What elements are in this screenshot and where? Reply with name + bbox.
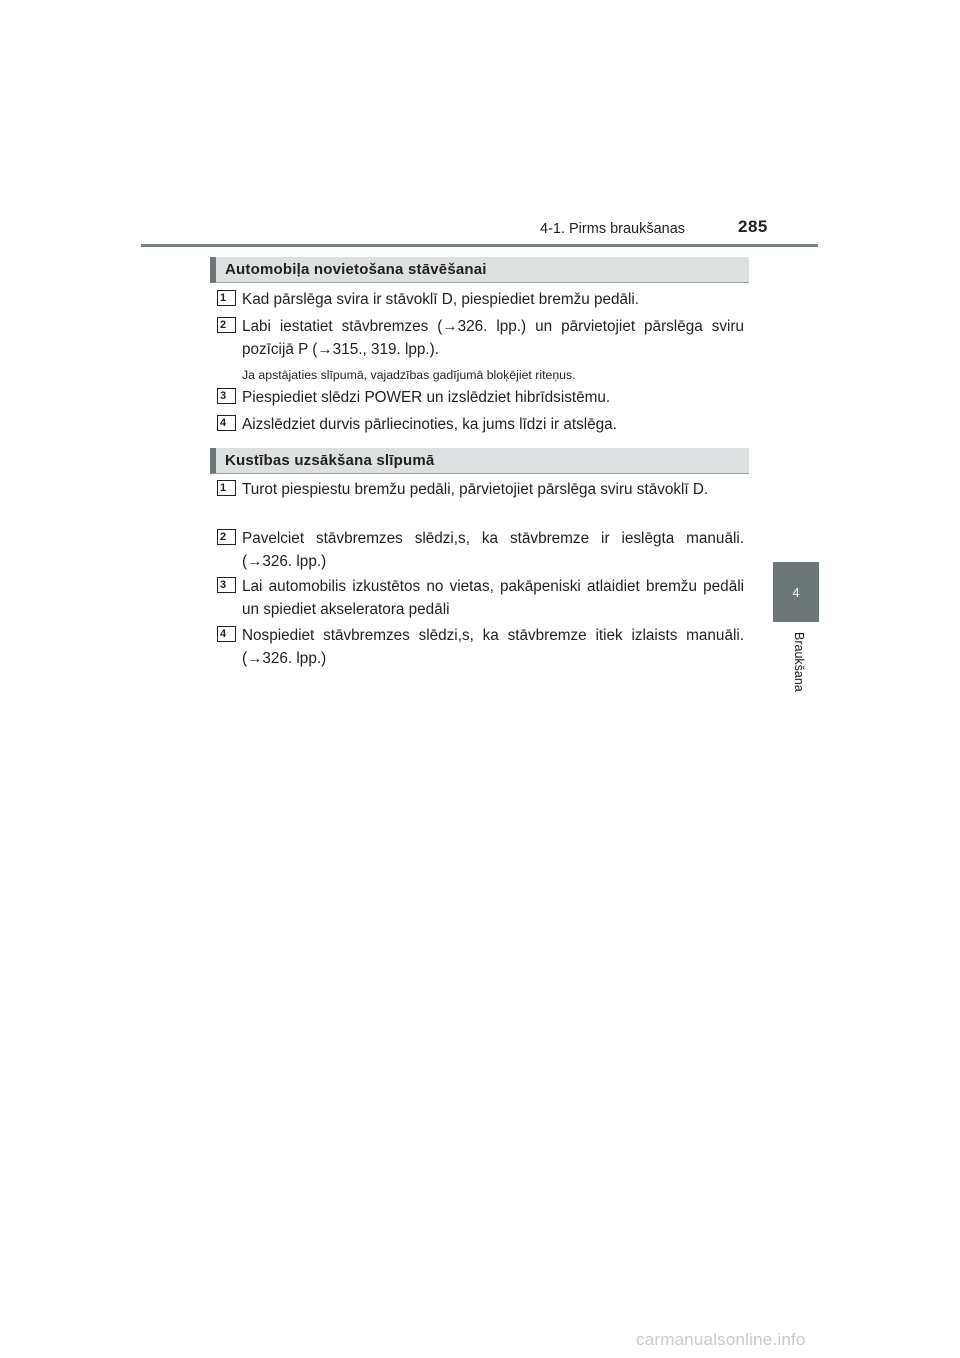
step-badge: 4 (217, 626, 236, 642)
page-number: 285 (738, 217, 768, 236)
step-badge: 3 (217, 388, 236, 404)
step-text: Turot piespiestu bremžu pedāli, pārvietojiet pārslēga sviru stāvoklī D. (242, 481, 709, 498)
step-text: Lai automobilis izkustētos no vietas, pakāpeniski atlaidiet bremžu pedāli un spiediet akseleratora pedāli (242, 578, 744, 618)
footer-watermark: carmanualsonline.info (636, 1330, 806, 1349)
section-heading-parking: Automobiļa novietošana stāvēšanai (210, 257, 749, 283)
step-badge: 1 (217, 290, 236, 306)
parking-note: Ja apstājaties slīpumā, vajadzības gadījumā bloķējiet riteņus. (242, 368, 576, 382)
step-text: Nospiediet stāvbremzes slēdzi,s, ka stāvbremze itiek izlaists manuāli. (→326. lpp.) (242, 627, 744, 667)
step-badge: 1 (217, 480, 236, 496)
step-text: Piespiediet slēdzi POWER un izslēdziet hibrīdsistēmu. (242, 389, 611, 406)
step-badge: 4 (217, 415, 236, 431)
step-badge: 2 (217, 317, 236, 333)
step-text: Labi iestatiet stāvbremzes (→326. lpp.) un pārvietojiet pārslēga sviru pozīcijā P (→315., 319. lpp.). (242, 318, 744, 358)
step-text: Pavelciet stāvbremzes slēdzi,s, ka stāvbremze ir ieslēgta manuāli. (→326. lpp.) (242, 530, 744, 570)
chapter-tab (773, 562, 819, 622)
step-badge: 2 (217, 529, 236, 545)
step-badge: 3 (217, 577, 236, 593)
header-rule (141, 244, 818, 247)
chapter-label: Braukšana (792, 632, 806, 692)
chapter-number: 4 (792, 584, 800, 600)
section-heading-hill-start: Kustības uzsākšana slīpumā (210, 448, 749, 474)
step-text: Kad pārslēga svira ir stāvoklī D, piespiediet bremžu pedāli. (242, 291, 640, 308)
step-text: Aizslēdziet durvis pārliecinoties, ka jums līdzi ir atslēga. (242, 416, 617, 433)
running-header-section-title: 4-1. Pirms braukšanas (540, 221, 686, 237)
